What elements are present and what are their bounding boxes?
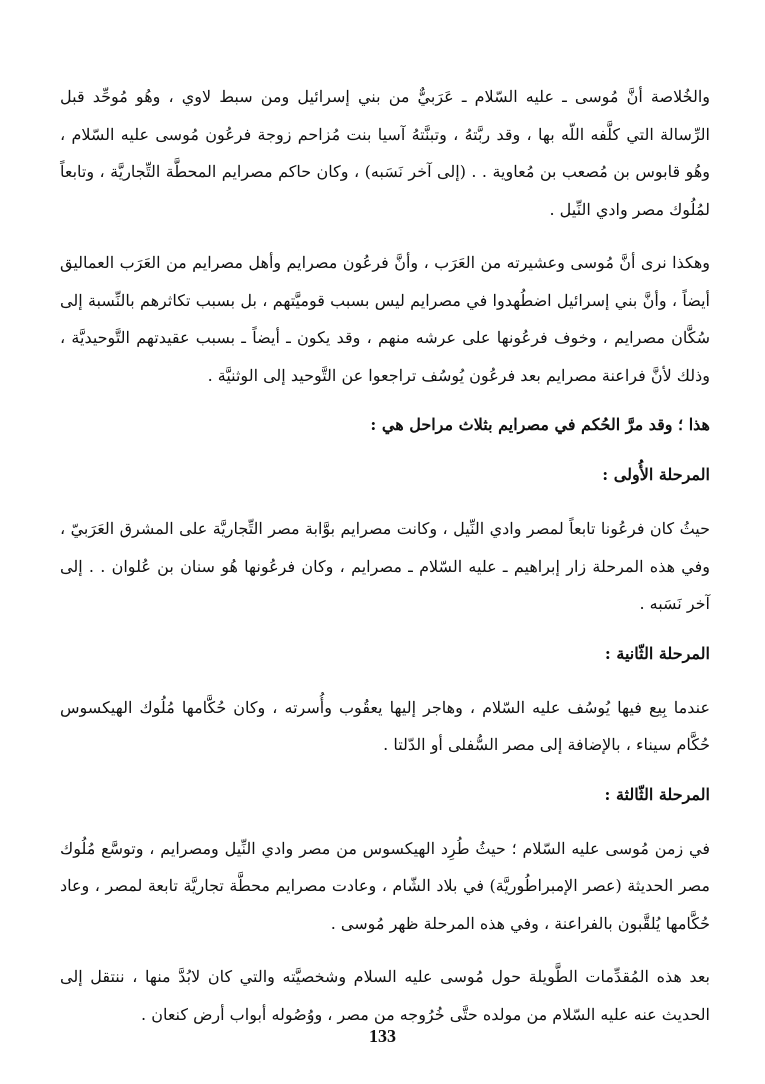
stage-2-text: عندما بِيع فيها يُوسُف عليه السّلام ، وهاجر إليها يعقُوب وأُسرته ، وكان حُكَّامها مُلُوك الهيكسوس حُكَّام سيناء ، بالإضافة إلى مصر السُّفلى أو الدّلتا . xyxy=(60,697,710,754)
stage-2-heading: المرحلة الثّانية : xyxy=(604,643,710,663)
stage-1-text: حيثُ كان فرعُونا تابعاً لمصر وادي النِّيل ، وكانت مصرايم بوَّابة مصر التِّجاريَّة على المشرق العَرَبيّ ، وفي هذه المرحلة زار إبراهيم ـ عليه السّلام ـ مصرايم ، وكان فرعُونها هُو سنان بن عُلوان . . إلى آخر نَسَبه . xyxy=(60,519,710,613)
page-number: 133 xyxy=(369,1026,396,1046)
stage-1-heading: المرحلة الأُولى : xyxy=(602,465,710,484)
stage-3-text: في زمن مُوسى عليه السّلام ؛ حيثُ طُرِد الهيكسوس من مصر وادي النِّيل ومصرايم ، وتوسَّع مُلُوك مصر الحديثة (عصر الإمبراطُوريَّة) في بلاد الشّام ، وعادت مصرايم محطَّة تجاريَّة تابعة لمصر ، وعاد حُكَّامها يُلقَّبون بالفراعنة ، وفي هذه المرحلة ظهر مُوسى . xyxy=(60,838,710,933)
summary-paragraph: والخُلاصة أنَّ مُوسى ـ عليه السّلام ـ عَرَبيٌّ من بني إسرائيل ومن سبط لاوي ، وهُو مُوحِّد قبل الرِّسالة التي كلَّفه اللّه بها ، وقد ربَّتهُ ، وتبنَّتهُ آسيا بنت مُزاحم زوجة فرعُون مُوسى عليه السّلام ، وهُو قابوس بن مُصعب بن مُعاوية . . (إلى آخر نَسَبه) ، وكان حاكم مصرايم المحطَّة التِّجاريَّة ، وتابعاً لمُلُوك مصر وادي النِّيل . xyxy=(60,87,710,219)
arab-origin-paragraph: وهكذا نرى أنَّ مُوسى وعشيرته من العَرَب ، وأنَّ فرعُون مصرايم وأهل مصرايم من العَرَب العماليق أيضاً ، وأنَّ بني إسرائيل اضطُهدوا في مصرايم ليس بسبب قوميَّتهم ، بل بسبب تكاثرهم بالنِّسبة إلى سُكَّان مصرايم ، وخوف فرعُونها على عرشه منهم ، وقد يكون ـ أيضاً ـ بسبب عقيدتهم التَّوحيديَّة ، وذلك لأنَّ فراعنة مصرايم بعد فرعُون يُوسُف تراجعوا عن التَّوحيد إلى الوثنيَّة . xyxy=(60,253,710,385)
stage-3-heading: المرحلة الثّالثة : xyxy=(604,784,710,804)
page-body xyxy=(60,78,710,1049)
stages-intro-heading: هذا ؛ وقد مرَّ الحُكم في مصرايم بثلاث مراحل هي : xyxy=(370,415,710,434)
closing-paragraph: بعد هذه المُقدِّمات الطَّويلة حول مُوسى عليه السلام وشخصيَّته والتي كان لابُدَّ منها ، ننتقل إلى الحديث عنه عليه السّلام من مولده حتَّى خُرُوجه من مصر ، ووُصُوله أبواب أرض كنعان . xyxy=(60,967,710,1024)
